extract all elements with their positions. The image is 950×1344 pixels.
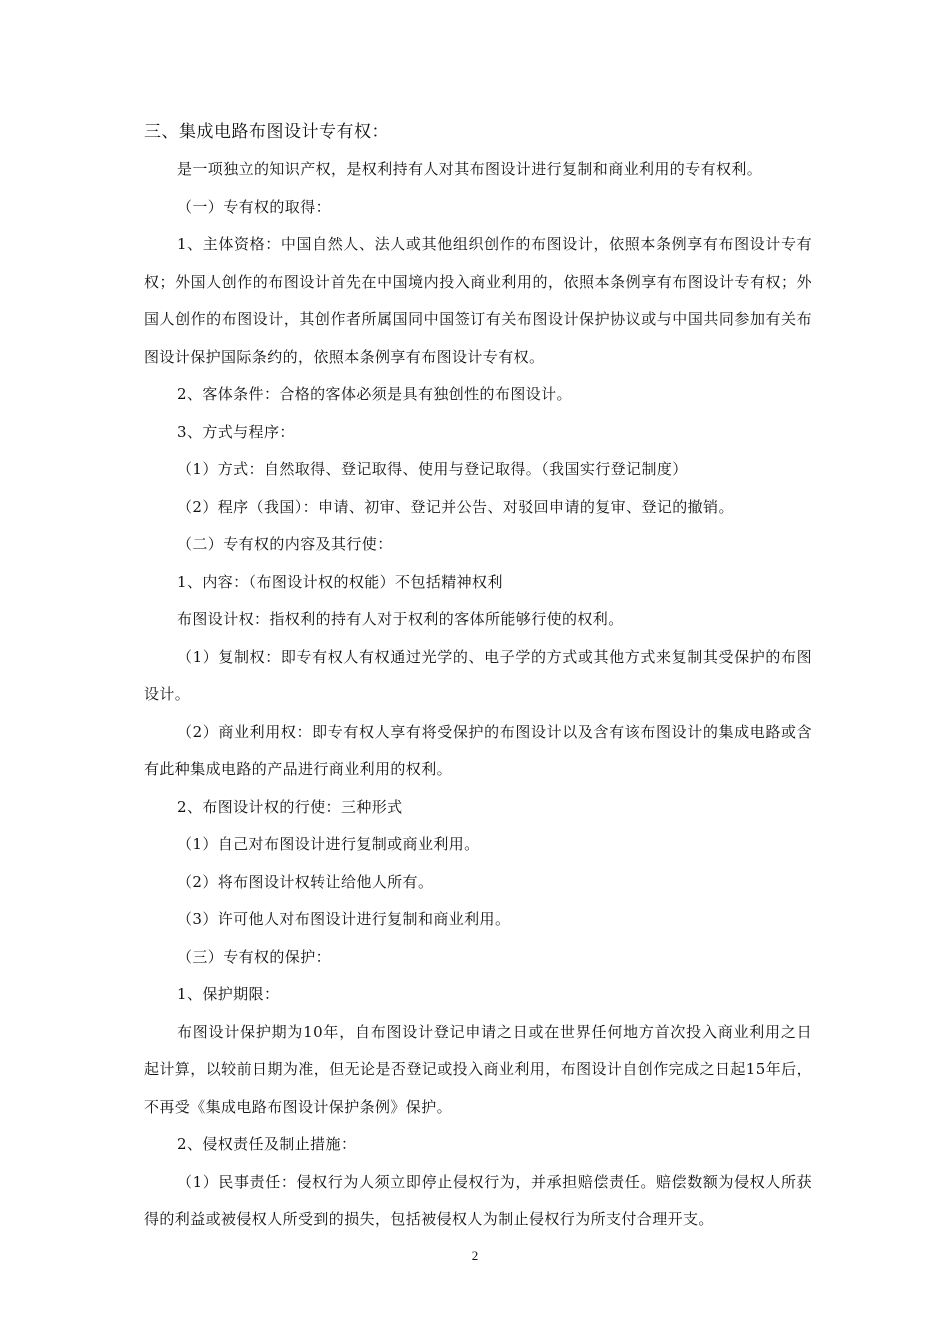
paragraph: （2）商业利用权：即专有权人享有将受保护的布图设计以及含有该布图设计的集成电路或含有此种集成电路的产品进行商业利用的权利。 (144, 722, 812, 778)
paragraph: 布图设计保护期为10年，自布图设计登记申请之日或在世界任何地方首次投入商业利用之日起计算，以较前日期为准，但无论是否登记或投入商业利用，布图设计自创作完成之日起15年后，不再受《集成电路布图设计保护条例》保护。 (144, 1022, 812, 1116)
paragraph: 1、主体资格：中国自然人、法人或其他组织创作的布图设计，依照本条例享有布图设计专有权；外国人创作的布图设计首先在中国境内投入商业利用的，依照本条例享有布图设计专有权；外国人创作的布图设计，其创作者所属国同中国签订有关布图设计保护协议或与中国共同参加有关布图设计保护国际条约的，依照本条例享有布图设计专有权。 (144, 235, 812, 366)
paragraph: （1）自己对布图设计进行复制或商业利用。 (177, 835, 480, 853)
paragraph: （3）许可他人对布图设计进行复制和商业利用。 (177, 910, 511, 928)
paragraph: （三）专有权的保护： (177, 947, 332, 966)
paragraph: （1）民事责任：侵权行为人须立即停止侵权行为，并承担赔偿责任。赔偿数额为侵权人所获得的利益或被侵权人所受到的损失，包括被侵权人为制止侵权行为所支付合理开支。 (144, 1172, 812, 1228)
paragraph: 2、布图设计权的行使：三种形式 (177, 797, 403, 816)
paragraph: 2、侵权责任及制止措施： (177, 1135, 357, 1153)
paragraph: （1）方式：自然取得、登记取得、使用与登记取得。（我国实行登记制度） (177, 460, 688, 478)
paragraph: 2、客体条件：合格的客体必须是具有独创性的布图设计。 (177, 385, 572, 403)
paragraph: （2）将布图设计权转让给他人所有。 (177, 872, 434, 891)
paragraph: 3、方式与程序： (177, 422, 295, 441)
paragraph: （1）复制权：即专有权人有权通过光学的、电子学的方式或其他方式来复制其受保护的布图设计。 (144, 647, 812, 703)
page-body (144, 114, 812, 1239)
paragraph: （二）专有权的内容及其行使： (177, 535, 393, 553)
paragraph: （2）程序（我国）：申请、初审、登记并公告、对驳回申请的复审、登记的撤销。 (177, 497, 734, 516)
page-number: 2 (471, 1248, 479, 1263)
paragraph: 布图设计权：指权利的持有人对于权利的客体所能够行使的权利。 (177, 610, 624, 628)
paragraph: 是一项独立的知识产权，是权利持有人对其布图设计进行复制和商业利用的专有权利。 (177, 160, 763, 178)
section-title: 三、集成电路布图设计专有权： (144, 122, 389, 142)
paragraph: 1、内容：（布图设计权的权能）不包括精神权利 (177, 572, 503, 591)
paragraph: （一）专有权的取得： (177, 197, 332, 216)
paragraph: 1、保护期限： (177, 985, 280, 1003)
